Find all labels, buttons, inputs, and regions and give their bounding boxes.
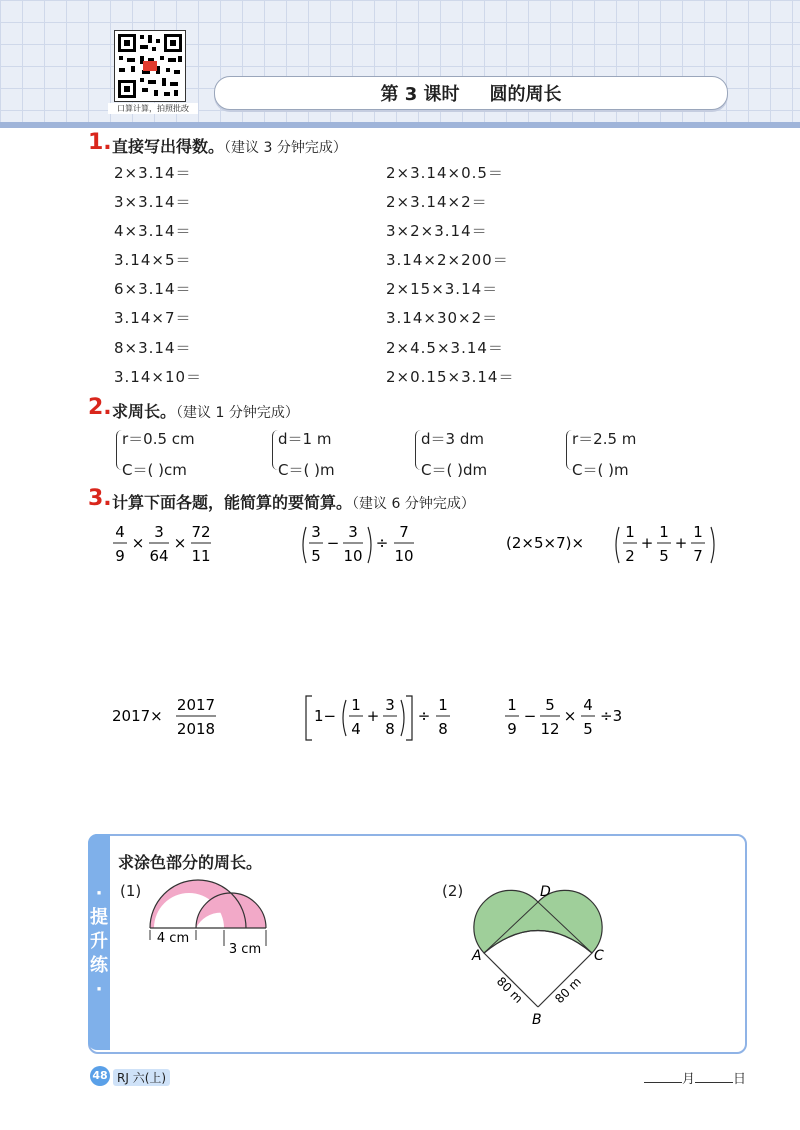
point-label: B (532, 1012, 542, 1028)
date-field[interactable]: 月 日 (644, 1068, 746, 1087)
given-value: r＝0.5 cm (122, 430, 195, 448)
fraction-denominator: 10 (394, 547, 414, 565)
fraction-denominator: 9 (507, 720, 517, 738)
oral-calc-item: 2×3.14×2＝ (386, 193, 488, 211)
figure-2 (466, 878, 626, 1028)
fraction-denominator: 8 (385, 720, 395, 738)
fraction-numerator: 1 (438, 696, 448, 714)
fraction-denominator: 2018 (176, 720, 216, 738)
figure-1-label: (1) (120, 882, 142, 900)
oral-calc-item: 2×0.15×3.14＝ (386, 368, 515, 386)
problem-1 (110, 515, 240, 570)
lesson-number: 第 3 课时 (380, 84, 460, 105)
expression-prefix: (2×5×7)× (506, 534, 585, 552)
answer-blank[interactable]: C＝( )m (572, 461, 629, 479)
oral-calc-item: 3.14×30×2＝ (386, 309, 499, 327)
operator: − (523, 707, 537, 725)
qr-caption: 口算计算，拍照批改 (108, 103, 198, 114)
operator: ÷ (375, 534, 389, 552)
page-number: 48 (90, 1066, 110, 1086)
answer-blank[interactable]: C＝( )dm (421, 461, 488, 479)
answer-blank[interactable]: C＝( )cm (122, 461, 187, 479)
operator: × (173, 534, 187, 552)
section2-title: 求周长。（建议 1 分钟完成） (112, 402, 299, 421)
oral-calc-item: 3×2×3.14＝ (386, 222, 488, 240)
fraction-numerator: 1 (351, 696, 361, 714)
dimension-label: 4 cm (156, 931, 190, 946)
dimension-label: 3 cm (228, 942, 262, 957)
section2-number: 2. (88, 395, 112, 420)
expression-tail: ÷3 (600, 707, 623, 725)
problem-3 (506, 515, 726, 570)
practice-side-tab: · 提 升 练 · (88, 834, 110, 1050)
oral-calc-item: 3.14×5＝ (114, 251, 192, 269)
oral-calc-item: 3.14×7＝ (114, 309, 192, 327)
fraction-numerator: 3 (311, 523, 321, 541)
oral-calc-item: 3.14×10＝ (114, 368, 203, 386)
fraction-numerator: 1 (659, 523, 669, 541)
given-value: d＝3 dm (421, 430, 484, 448)
header-stripe (0, 122, 800, 128)
oral-calc-item: 4×3.14＝ (114, 222, 192, 240)
side-length-label: 80 m (552, 974, 584, 1007)
given-value: r＝2.5 m (572, 430, 637, 448)
fraction-numerator: 1 (625, 523, 635, 541)
oral-calc-item: 8×3.14＝ (114, 339, 192, 357)
oral-calc-item: 3.14×2×200＝ (386, 251, 509, 269)
figure-1 (140, 878, 280, 958)
section1-number: 1. (88, 130, 112, 155)
problem-5 (300, 688, 470, 743)
fraction-denominator: 7 (693, 547, 703, 565)
expression-prefix: 1− (314, 707, 337, 725)
oral-calc-item: 2×3.14＝ (114, 164, 192, 182)
figure-2-label: (2) (442, 882, 464, 900)
operator: − (326, 534, 340, 552)
fraction-denominator: 5 (583, 720, 593, 738)
fraction-numerator: 5 (545, 696, 555, 714)
given-value: d＝1 m (278, 430, 332, 448)
fraction-denominator: 2 (625, 547, 635, 565)
book-label: RJ 六(上) (113, 1069, 170, 1086)
oral-calc-item: 6×3.14＝ (114, 280, 192, 298)
side-length-label: 80 m (493, 974, 526, 1006)
problem-4 (112, 688, 232, 743)
fraction-numerator: 1 (507, 696, 517, 714)
section3-number: 3. (88, 486, 112, 511)
oral-calc-item: 3×3.14＝ (114, 193, 192, 211)
point-label: C (594, 948, 604, 964)
fraction-denominator: 4 (351, 720, 361, 738)
oral-calc-item: 2×3.14×0.5＝ (386, 164, 504, 182)
operator: + (640, 534, 654, 552)
answer-blank[interactable]: C＝( )m (278, 461, 335, 479)
problem-2 (298, 515, 438, 570)
section3-title: 计算下面各题，能简算的要简算。（建议 6 分钟完成） (112, 493, 475, 512)
operator: × (563, 707, 577, 725)
fraction-numerator: 3 (154, 523, 164, 541)
fraction-numerator: 7 (399, 523, 409, 541)
lesson-title: 圆的周长 (489, 84, 562, 105)
fraction-numerator: 72 (191, 523, 211, 541)
practice-title: 求涂色部分的周长。 (118, 853, 263, 872)
qr-code-icon[interactable] (114, 30, 186, 102)
section1-title: 直接写出得数。（建议 3 分钟完成） (112, 137, 347, 156)
fraction-denominator: 12 (540, 720, 560, 738)
fraction-numerator: 4 (583, 696, 593, 714)
point-label: D (540, 884, 551, 900)
operator: + (674, 534, 688, 552)
fraction-denominator: 64 (149, 547, 169, 565)
expression-prefix: 2017× (112, 707, 163, 725)
operator: × (131, 534, 145, 552)
fraction-denominator: 8 (438, 720, 448, 738)
fraction-numerator: 4 (115, 523, 125, 541)
fraction-denominator: 11 (191, 547, 211, 565)
oral-calc-item: 2×15×3.14＝ (386, 280, 499, 298)
operator: + (366, 707, 380, 725)
fraction-denominator: 9 (115, 547, 125, 565)
fraction-numerator: 3 (385, 696, 395, 714)
oral-calc-item: 2×4.5×3.14＝ (386, 339, 504, 357)
fraction-numerator: 3 (348, 523, 358, 541)
fraction-numerator: 2017 (176, 696, 216, 714)
fraction-denominator: 10 (343, 547, 363, 565)
problem-6 (504, 688, 644, 743)
lesson-title-bar (214, 76, 728, 110)
operator: ÷ (417, 707, 431, 725)
fraction-denominator: 5 (311, 547, 321, 565)
fraction-numerator: 1 (693, 523, 703, 541)
shaded-region (474, 890, 602, 953)
fraction-denominator: 5 (659, 547, 669, 565)
point-label: A (472, 948, 482, 964)
